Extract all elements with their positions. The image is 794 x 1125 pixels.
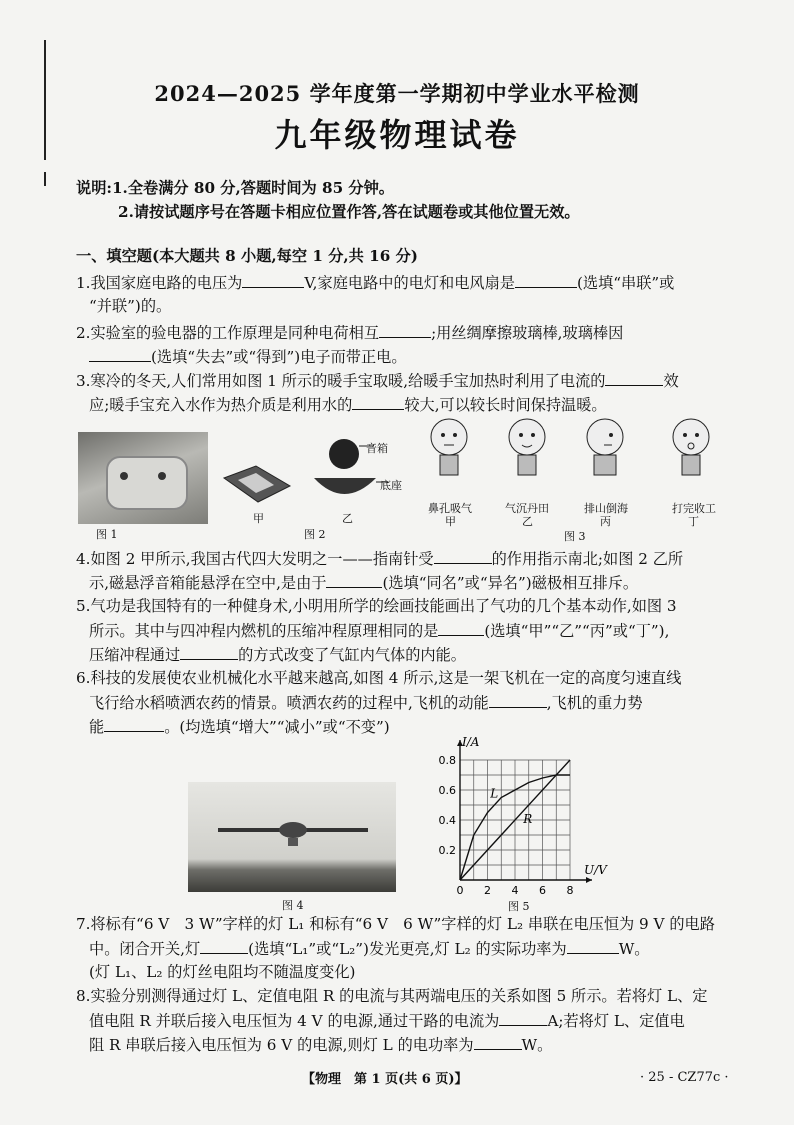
fig3-item-4-label: 丁 xyxy=(688,515,699,528)
question-6-cont: 飞行给水稻喷洒农药的情景。喷洒农药的过程中,飞机的动能 ,飞机的重力势 xyxy=(89,694,643,712)
figure-1-hand-warmer-photo xyxy=(78,432,208,524)
fig3-item-1-label: 甲 xyxy=(445,515,456,528)
exam-subtitle: 九年级物理试卷 xyxy=(274,116,520,154)
fig2-speaker-label: 音箱 xyxy=(366,442,388,455)
figure-5-caption: 图 5 xyxy=(508,900,530,913)
question-8-cont-2: 阻 R 串联后接入电压恒为 6 V 的电源,则灯 L 的电功率为 W。 xyxy=(89,1036,553,1054)
figure-5-iu-chart xyxy=(424,728,607,898)
page-footer-center: 【物理 第 1 页(共 6 页)】 xyxy=(302,1072,468,1087)
x-tick-label: 6 xyxy=(539,884,546,897)
answer-blank[interactable] xyxy=(200,938,248,954)
figure-4-caption: 图 4 xyxy=(282,899,304,912)
x-tick-label: 8 xyxy=(566,884,574,897)
exam-title: 2024—2025 学年度第一学期初中学业水平检测 xyxy=(154,81,640,106)
answer-blank[interactable] xyxy=(104,716,164,732)
binding-mark xyxy=(44,172,46,186)
question-1-cont: “并联”)的。 xyxy=(89,297,172,315)
question-7-cont: 中。闭合开关,灯 (选填“L₁”或“L₂”)发光更亮,灯 L₂ 的实际功率为 W。 xyxy=(89,940,650,958)
question-6: 6.科技的发展使农业机械化水平越来越高,如图 4 所示,这是一架飞机在一定的高度匀速直线 xyxy=(76,669,682,687)
y-tick-label: 0.4 xyxy=(438,814,456,827)
answer-blank[interactable] xyxy=(326,572,382,588)
answer-blank[interactable] xyxy=(438,620,484,636)
answer-blank[interactable] xyxy=(242,272,304,288)
question-5-cont-2: 压缩冲程通过 的方式改变了气缸内气体的内能。 xyxy=(89,646,466,664)
y-tick-label: 0.6 xyxy=(438,784,456,797)
question-2: 2.实验室的验电器的工作原理是同种电荷相互 ;用丝绸摩擦玻璃棒,玻璃棒因 xyxy=(76,324,624,342)
question-8: 8.实验分别测得通过灯 L、定值电阻 R 的电流与其两端电压的关系如图 5 所示。若将灯 L、定 xyxy=(76,987,708,1005)
answer-blank[interactable] xyxy=(89,346,151,362)
question-4-cont: 示,磁悬浮音箱能悬浮在空中,是由于 (选填“同名”或“异名”)磁极相互排斥。 xyxy=(89,574,639,592)
question-4: 4.如图 2 甲所示,我国古代四大发明之一——指南针受 的作用指示南北;如图 2 乙所 xyxy=(76,550,684,568)
x-tick-label: 0 xyxy=(456,884,464,897)
answer-blank[interactable] xyxy=(180,644,238,660)
answer-blank[interactable] xyxy=(515,272,577,288)
fig3-item-4-name: 打完收工 xyxy=(672,502,716,515)
page-footer-code: · 25 - CZ77c · xyxy=(640,1070,729,1085)
question-7-note: (灯 L₁、L₂ 的灯丝电阻均不随温度变化) xyxy=(89,963,356,981)
fig2-yi-label: 乙 xyxy=(342,512,353,525)
answer-blank[interactable] xyxy=(567,938,619,954)
question-3: 3.寒冷的冬天,人们常用如图 1 所示的暖手宝取暖,给暖手宝加热时利用了电流的 效 xyxy=(76,372,679,390)
fig3-item-3-label: 丙 xyxy=(600,515,611,528)
question-7: 7.将标有“6 V 3 W”字样的灯 L₁ 和标有“6 V 6 W”字样的灯 L₂ 串联在电压恒为 9 V 的电路 xyxy=(76,915,715,933)
answer-blank[interactable] xyxy=(474,1034,522,1050)
series-label-L: L xyxy=(490,786,499,801)
note-1: 说明:1.全卷满分 80 分,答题时间为 85 分钟。 xyxy=(76,179,394,197)
x-axis-label: U/V xyxy=(584,863,607,877)
fig3-item-3-name: 排山倒海 xyxy=(584,502,628,515)
speaker-base xyxy=(314,478,376,494)
figure-4-airplane-photo xyxy=(188,782,396,892)
x-tick-label: 4 xyxy=(511,884,519,897)
fig3-item-1-name: 鼻孔吸气 xyxy=(428,502,472,515)
section-fill-in: 一、填空题(本大题共 8 小题,每空 1 分,共 16 分) xyxy=(76,247,418,265)
answer-blank[interactable] xyxy=(434,548,492,564)
fig3-item-2-name: 气沉丹田 xyxy=(505,502,549,515)
question-3-cont: 应;暖手宝充入水作为热介质是利用水的 较大,可以较长时间保持温暖。 xyxy=(89,396,607,414)
answer-blank[interactable] xyxy=(379,322,431,338)
y-axis-label: I/A xyxy=(462,735,480,749)
x-axis-arrow xyxy=(586,877,592,883)
fig2-jia-label: 甲 xyxy=(253,512,264,525)
question-5: 5.气功是我国特有的一种健身术,小明用所学的绘画技能画出了气功的几个基本动作,如图 3 xyxy=(76,597,677,615)
speaker-ball xyxy=(329,439,359,469)
figure-1-caption: 图 1 xyxy=(96,528,118,541)
figure-3-caption: 图 3 xyxy=(564,530,586,543)
answer-blank[interactable] xyxy=(499,1010,547,1026)
question-2-cont: (选填“失去”或“得到”)电子而带正电。 xyxy=(89,346,407,367)
series-label-R: R xyxy=(523,812,533,826)
answer-blank[interactable] xyxy=(352,394,404,410)
answer-blank[interactable] xyxy=(489,692,547,708)
question-8-cont: 值电阻 R 并联后接入电压恒为 4 V 的电源,通过干路的电流为 A;若将灯 L、定值电 xyxy=(89,1012,685,1030)
question-1: 1.我国家庭电路的电压为 V,家庭电路中的电灯和电风扇是 (选填“串联”或 xyxy=(76,274,675,292)
fig3-item-2-label: 乙 xyxy=(522,515,533,528)
question-6-cont-2: 能 。(均选填“增大”“减小”或“不变”) xyxy=(89,718,390,736)
x-tick-label: 2 xyxy=(484,884,491,897)
y-tick-label: 0.8 xyxy=(438,754,456,767)
answer-blank[interactable] xyxy=(605,370,663,386)
question-5-cont: 所示。其中与四冲程内燃机的压缩冲程原理相同的是 (选填“甲”“乙”“丙”或“丁”), xyxy=(89,622,670,640)
y-tick-label: 0.2 xyxy=(438,844,456,857)
fig2-base-label: 底座 xyxy=(380,479,402,492)
note-2: 2.请按试题序号在答题卡相应位置作答,答在试题卷或其他位置无效。 xyxy=(118,203,580,221)
figure-2-caption: 图 2 xyxy=(304,528,326,541)
